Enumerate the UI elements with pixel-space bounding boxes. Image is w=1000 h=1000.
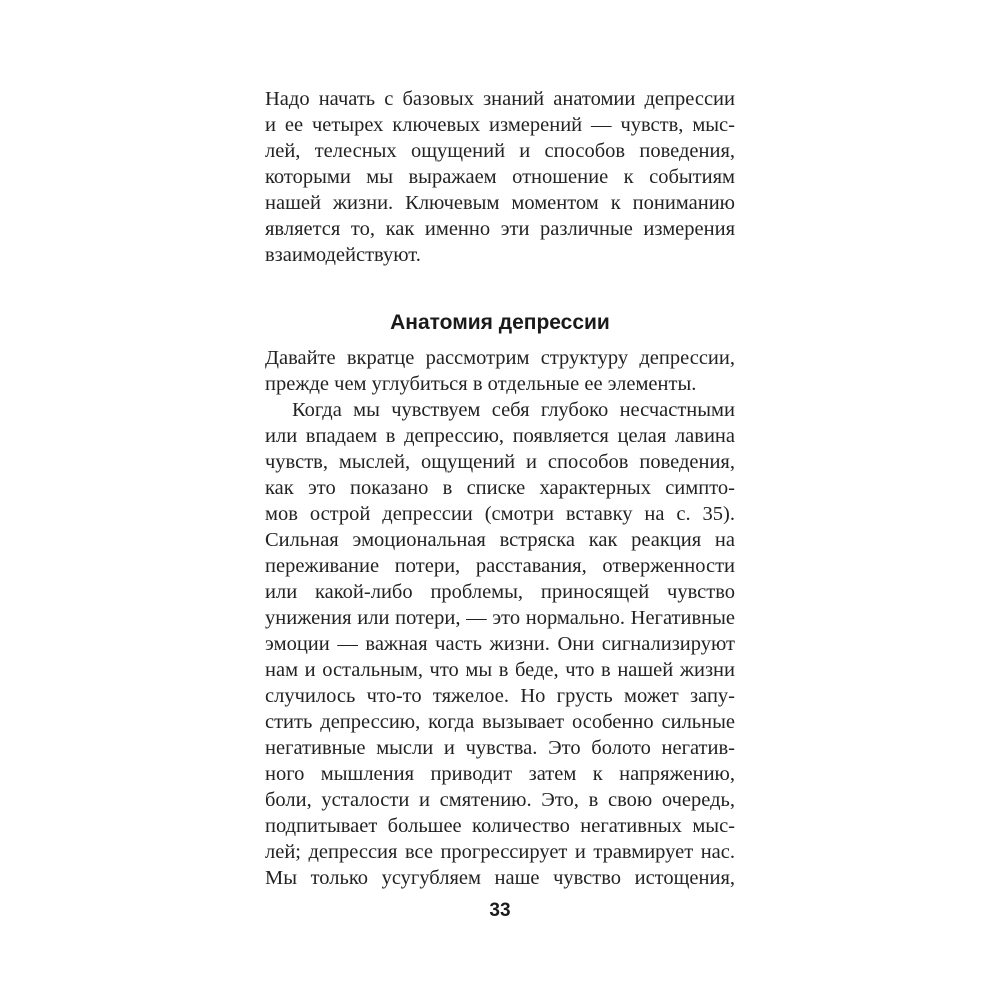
text-line: боли, усталости и смятению. Это, в свою очередь,	[265, 789, 735, 811]
text-line: лей, телесных ощущений и способов поведения,	[265, 140, 735, 162]
text-line: Давайте вкратце рассмотрим структуру депрессии,	[265, 347, 735, 369]
paragraph-overview	[265, 345, 735, 397]
text-line: переживание потери, расставания, отверженности	[265, 555, 735, 577]
text-line: случилось что-то тяжелое. Но грусть может запу-	[265, 685, 735, 707]
text-line: и ее четырех ключевых измерений — чувств, мыс-	[265, 114, 735, 136]
text-line: Сильная эмоциональная встряска как реакция на	[265, 529, 735, 551]
paragraph-intro	[265, 86, 735, 268]
text-line: Когда мы чувствуем себя глубоко несчастными	[292, 399, 735, 421]
text-line: взаимодействуют.	[265, 244, 421, 266]
text-line: негативные мысли и чувства. Это болото негатив-	[265, 737, 735, 759]
text-line: нашей жизни. Ключевым моментом к пониманию	[265, 192, 735, 214]
text-line: нам и остальным, что мы в беде, что в нашей жизни	[265, 659, 735, 681]
text-line: является то, как именно эти различные измерения	[265, 218, 735, 240]
text-line: или какой-либо проблемы, приносящей чувство	[265, 581, 735, 603]
text-line: стить депрессию, когда вызывает особенно сильные	[265, 711, 735, 733]
text-line: лей; депрессия все прогрессирует и травмирует нас.	[265, 841, 735, 863]
text-line: эмоции — важная часть жизни. Они сигнализируют	[265, 633, 735, 655]
text-line: Мы только усугубляем наше чувство истощения,	[265, 867, 735, 889]
text-line: или впадаем в депрессию, появляется целая лавина	[265, 425, 735, 447]
text-line: чувств, мыслей, ощущений и способов поведения,	[265, 451, 735, 473]
text-column	[265, 86, 735, 891]
text-line: ного мышления приводит затем к напряжению,	[265, 763, 735, 785]
text-line: подпитывает большее количество негативных мыс-	[265, 815, 735, 837]
text-line: Надо начать с базовых знаний анатомии депрессии	[265, 88, 735, 110]
page-number: 33	[489, 900, 511, 921]
text-line: мов острой депрессии (смотри вставку на с. 35).	[265, 503, 735, 525]
text-line: унижения или потери, — это нормально. Негативные	[265, 607, 735, 629]
text-line: которыми мы выражаем отношение к событиям	[265, 166, 735, 188]
paragraph-main	[265, 397, 735, 891]
text-line: прежде чем углубиться в отдельные ее элементы.	[265, 373, 697, 395]
section-heading: Анатомия депрессии	[390, 311, 610, 334]
text-line: как это показано в списке характерных симпто-	[265, 477, 735, 499]
